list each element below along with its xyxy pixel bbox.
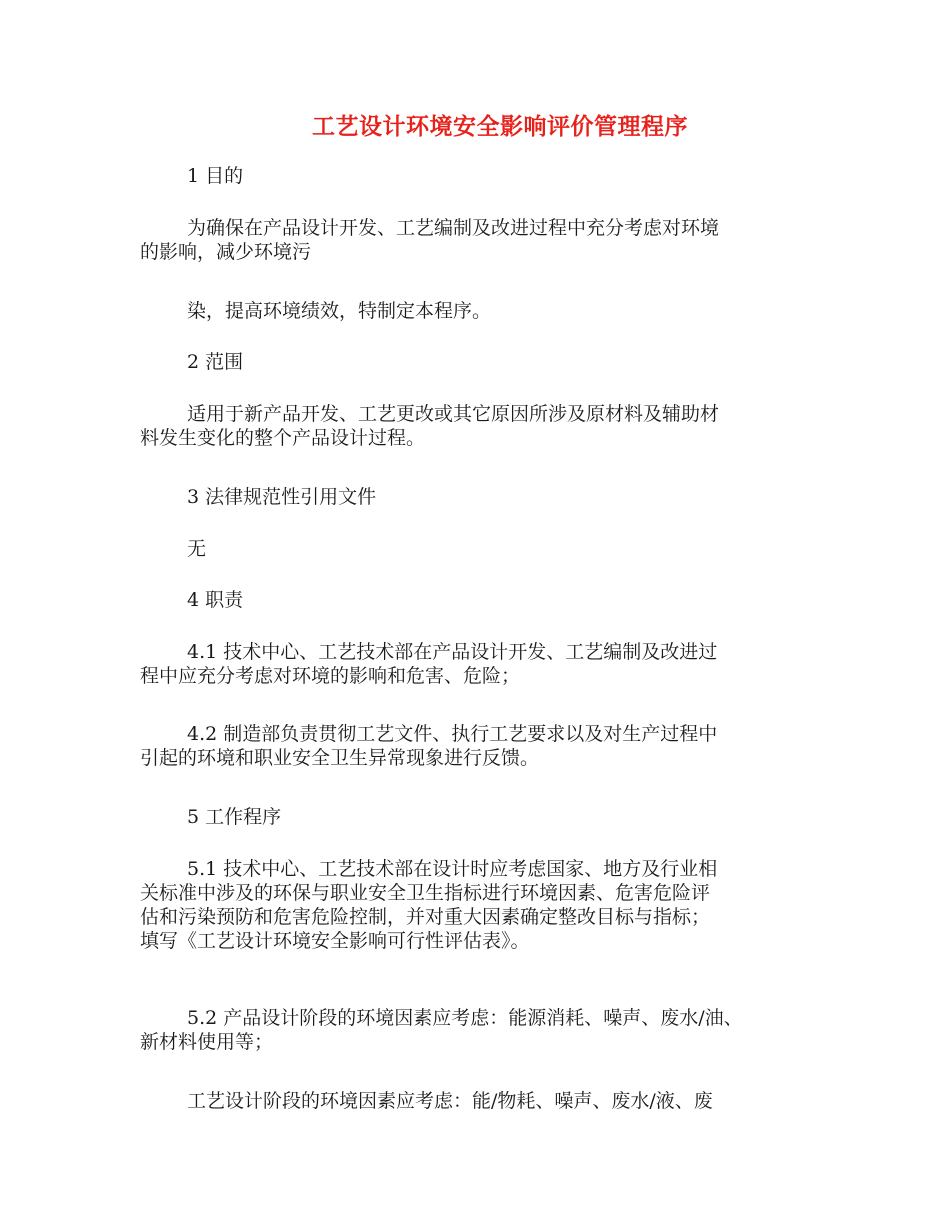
paragraph-procedure-process-design	[140, 1089, 840, 1113]
paragraph-line: 料发生变化的整个产品设计过程。	[140, 427, 426, 449]
paragraph-line: 4.2 制造部负责贯彻工艺文件、执行工艺要求以及对生产过程中	[187, 723, 718, 745]
paragraph-line: 程中应充分考虑对环境的影响和危害、危险；	[140, 665, 521, 687]
section-heading-references	[140, 485, 840, 509]
paragraph-scope	[140, 402, 840, 450]
paragraph-procedure-5-1	[140, 857, 840, 953]
document-title: 工艺设计环境安全影响评价管理程序	[312, 113, 688, 140]
paragraph-line: 为确保在产品设计开发、工艺编制及改进过程中充分考虑对环境	[187, 217, 720, 239]
paragraph-line: 1 目的	[187, 165, 244, 187]
paragraph-line: 估和污染预防和危害危险控制，并对重大因素确定整改目标与指标；	[140, 906, 711, 928]
paragraph-responsibility-4-1	[140, 640, 840, 688]
paragraph-references	[140, 537, 840, 561]
paragraph-line: 工艺设计阶段的环境因素应考虑：能/物耗、噪声、废水/液、废	[187, 1090, 713, 1112]
paragraph-purpose	[140, 216, 840, 264]
section-heading-procedure	[140, 805, 840, 829]
paragraph-line: 2 范围	[187, 351, 244, 373]
paragraph-line: 5.1 技术中心、工艺技术部在设计时应考虑国家、地方及行业相	[187, 858, 718, 880]
paragraph-responsibility-4-2	[140, 722, 840, 770]
paragraph-line: 新材料使用等；	[140, 1031, 274, 1053]
paragraph-line: 5 工作程序	[187, 806, 282, 828]
paragraph-line: 关标准中涉及的环保与职业安全卫生指标进行环境因素、危害危险评	[140, 882, 711, 904]
paragraph-line: 的影响，减少环境污	[140, 241, 312, 263]
paragraph-line: 无	[187, 538, 207, 560]
paragraph-line: 填写《工艺设计环境安全影响可行性评估表》。	[140, 930, 530, 952]
paragraph-line: 染，提高环境绩效，特制定本程序。	[187, 300, 492, 322]
section-heading-scope	[140, 350, 840, 374]
paragraph-procedure-5-2	[140, 1006, 840, 1054]
paragraph-line: 适用于新产品开发、工艺更改或其它原因所涉及原材料及辅助材	[187, 403, 720, 425]
paragraph-line: 4.1 技术中心、工艺技术部在产品设计开发、工艺编制及改进过	[187, 641, 718, 663]
paragraph-line: 引起的环境和职业安全卫生异常现象进行反馈。	[140, 747, 540, 769]
paragraph-line: 4 职责	[187, 589, 244, 611]
paragraph-purpose-continued	[140, 299, 840, 323]
paragraph-line: 5.2 产品设计阶段的环境因素应考虑：能源消耗、噪声、废水/油、	[187, 1007, 743, 1029]
section-heading-responsibilities	[140, 588, 840, 612]
section-heading-purpose	[140, 164, 840, 188]
paragraph-line: 3 法律规范性引用文件	[187, 486, 377, 508]
